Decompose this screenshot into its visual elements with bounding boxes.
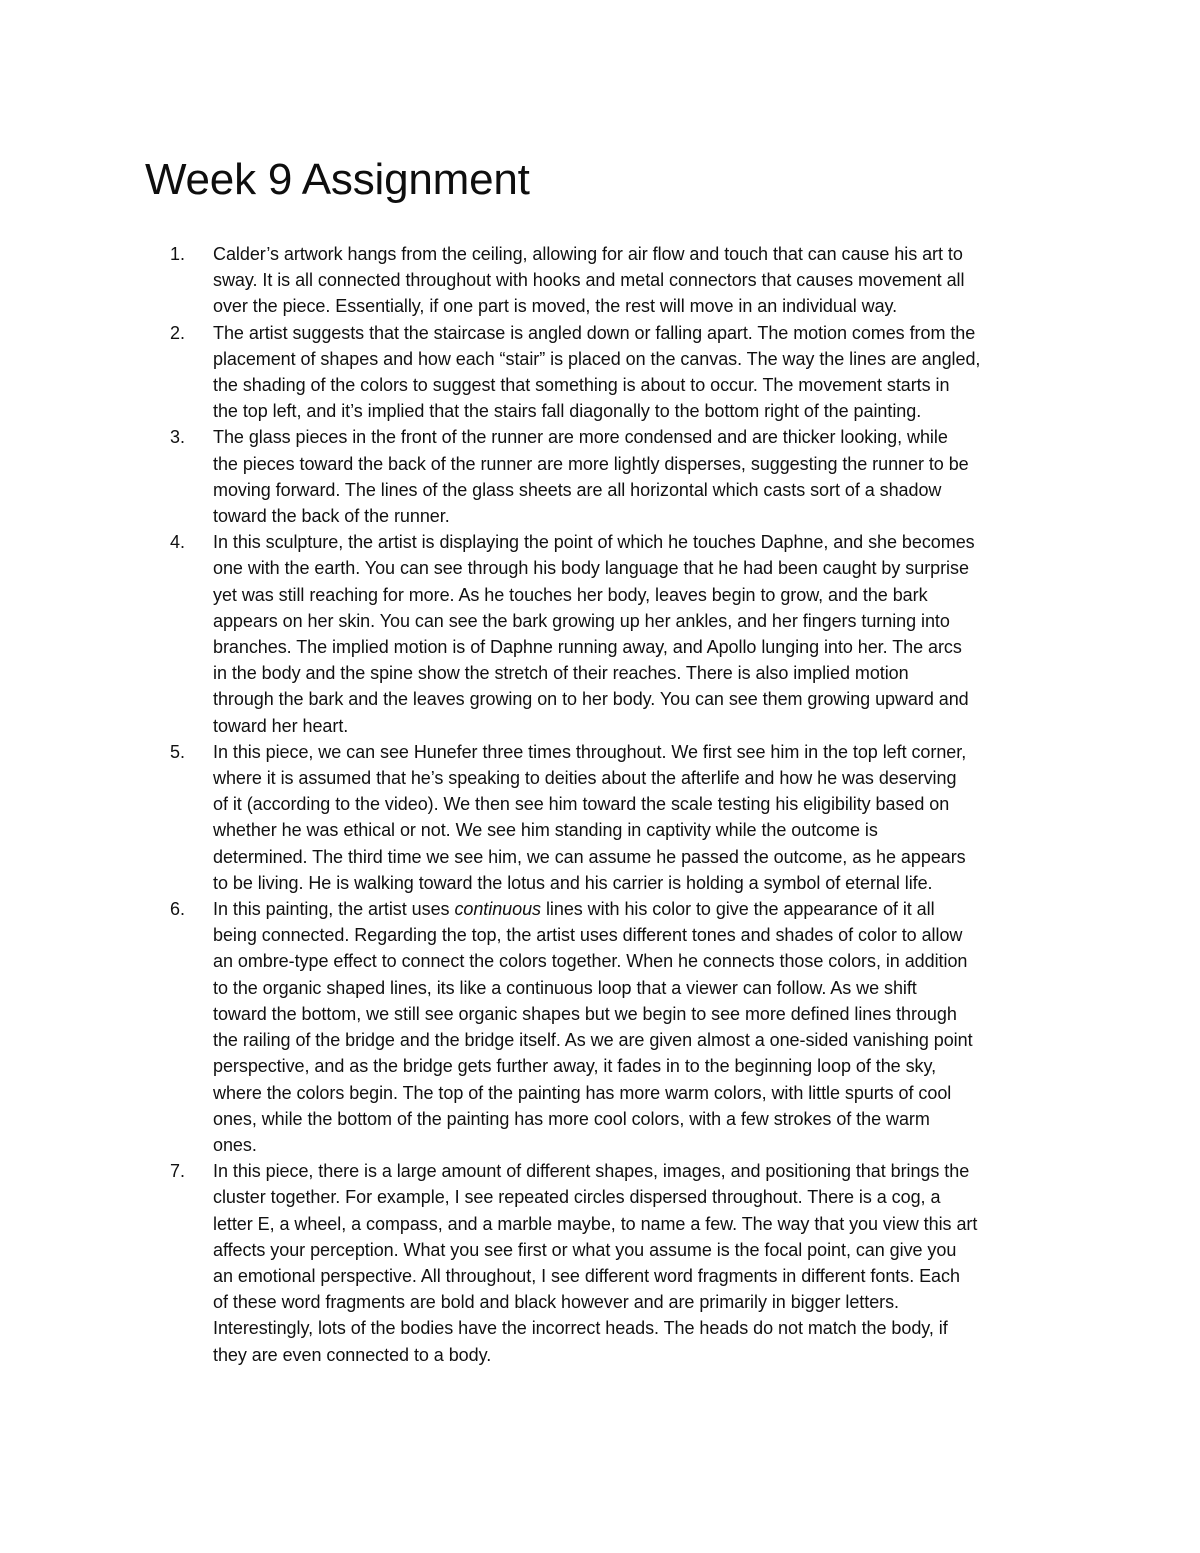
item-text (213, 241, 1062, 320)
text-line: Calder’s artwork hangs from the ceiling, allowing for air flow and touch that can cause his art to (213, 244, 963, 264)
document-title: Week 9 Assignment (145, 155, 530, 204)
text-line: yet was still reaching for more. As he touches her body, leaves begin to grow, and the bark (213, 584, 928, 605)
text-line: an ombre-type effect to connect the colors together. When he connects those colors, in addition (213, 951, 968, 972)
item-number: 1. (170, 244, 186, 264)
text-line: affects your perception. What you see first or what you assume is the focal point, can give you (213, 1239, 957, 1260)
text-line: determined. The third time we see him, we can assume he passed the outcome, as he appears (213, 846, 966, 867)
item-number: 7. (170, 1161, 186, 1182)
text-line: placement of shapes and how each “stair” is placed on the canvas. The way the lines are angled, (213, 348, 981, 369)
answer-item-5 (170, 739, 1062, 896)
text-line: an emotional perspective. All throughout, I see different word fragments in different fonts. Each (213, 1265, 960, 1286)
text-line-with-emphasis (213, 896, 1062, 922)
answer-item-2 (170, 320, 1062, 425)
text-line: over the piece. Essentially, if one part is moved, the rest will move in an individual way. (213, 296, 898, 317)
text-line: In this sculpture, the artist is displaying the point of which he touches Daphne, and she becomes (213, 532, 975, 553)
answer-list (170, 241, 1062, 1368)
text-line: the shading of the colors to suggest that something is about to occur. The movement starts in (213, 375, 950, 396)
text-line: in the body and the spine show the stretch of their reaches. There is also implied motion (213, 663, 909, 684)
text-line: where the colors begin. The top of the painting has more warm colors, with little spurts of cool (213, 1082, 952, 1103)
text-line: perspective, and as the bridge gets further away, it fades in to the beginning loop of the sky, (213, 1056, 937, 1077)
item-number: 5. (170, 741, 186, 762)
text-line: of it (according to the video). We then see him toward the scale testing his eligibility based on (213, 794, 950, 815)
item-text (213, 739, 1062, 896)
text-line: whether he was ethical or not. We see him standing in captivity while the outcome is (213, 820, 878, 841)
text-line: toward the bottom, we still see organic shapes but we begin to see more defined lines through (213, 1003, 957, 1024)
item-number: 2. (170, 322, 186, 343)
answer-item-6 (170, 896, 1062, 1158)
text-line: where it is assumed that he’s speaking to deities about the afterlife and how he was deserving (213, 768, 957, 789)
text-line: In this piece, we can see Hunefer three times throughout. We first see him in the top left corner, (213, 741, 967, 762)
text-line: to be living. He is walking toward the lotus and his carrier is holding a symbol of eternal life. (213, 872, 933, 893)
answer-item-1 (170, 241, 1062, 320)
text-line: being connected. Regarding the top, the artist uses different tones and shades of color to allow (213, 925, 963, 946)
text-line: they are even connected to a body. (213, 1344, 492, 1365)
answer-item-3 (170, 424, 1062, 529)
item-text (213, 1158, 1062, 1368)
item-text (213, 320, 1062, 425)
item-number: 4. (170, 532, 186, 553)
text-line: the pieces toward the back of the runner are more lightly disperses, suggesting the runner to be (213, 453, 969, 474)
text-line: to the organic shaped lines, its like a continuous loop that a viewer can follow. As we shift (213, 977, 917, 998)
text-line: through the bark and the leaves growing on to her body. You can see them growing upward and (213, 689, 969, 710)
text-segment: In this painting, the artist uses (213, 899, 455, 920)
text-line: ones. (213, 1134, 257, 1155)
text-line: cluster together. For example, I see repeated circles dispersed throughout. There is a cog, a (213, 1187, 941, 1208)
text-line: The glass pieces in the front of the runner are more condensed and are thicker looking, while (213, 427, 948, 448)
answer-item-7 (170, 1158, 1062, 1368)
text-line: Interestingly, lots of the bodies have the incorrect heads. The heads do not match the body, if (213, 1318, 948, 1339)
text-line: the railing of the bridge and the bridge itself. As we are given almost a one-sided vanishing point (213, 1030, 973, 1051)
text-line: appears on her skin. You can see the bark growing up her ankles, and her fingers turning into (213, 610, 950, 631)
text-line: sway. It is all connected throughout with hooks and metal connectors that causes movement all (213, 270, 965, 291)
answer-item-4 (170, 529, 1062, 739)
text-line: toward the back of the runner. (213, 506, 450, 527)
text-line: of these word fragments are bold and black however and are primarily in bigger letters. (213, 1292, 900, 1313)
text-line: letter E, a wheel, a compass, and a marble maybe, to name a few. The way that you view this art (213, 1213, 978, 1234)
text-line: the top left, and it’s implied that the stairs fall diagonally to the bottom right of the painting. (213, 401, 922, 422)
text-line: ones, while the bottom of the painting has more cool colors, with a few strokes of the warm (213, 1108, 930, 1129)
text-line: The artist suggests that the staircase is angled down or falling apart. The motion comes from the (213, 322, 976, 343)
text-line: moving forward. The lines of the glass sheets are all horizontal which casts sort of a shadow (213, 479, 942, 500)
emphasized-word: continuous (454, 899, 542, 920)
item-number: 3. (170, 427, 186, 448)
text-segment: lines with his color to give the appearance of it all (541, 899, 935, 920)
text-line: In this piece, there is a large amount of different shapes, images, and positioning that brings the (213, 1161, 970, 1182)
item-text (213, 424, 1062, 529)
text-line: one with the earth. You can see through his body language that he had been caught by surprise (213, 558, 969, 579)
text-line: branches. The implied motion is of Daphne running away, and Apollo lunging into her. The arcs (213, 637, 962, 658)
item-number: 6. (170, 899, 186, 920)
item-text (213, 529, 1062, 739)
text-line: toward her heart. (213, 715, 349, 736)
item-text (213, 896, 1062, 1158)
